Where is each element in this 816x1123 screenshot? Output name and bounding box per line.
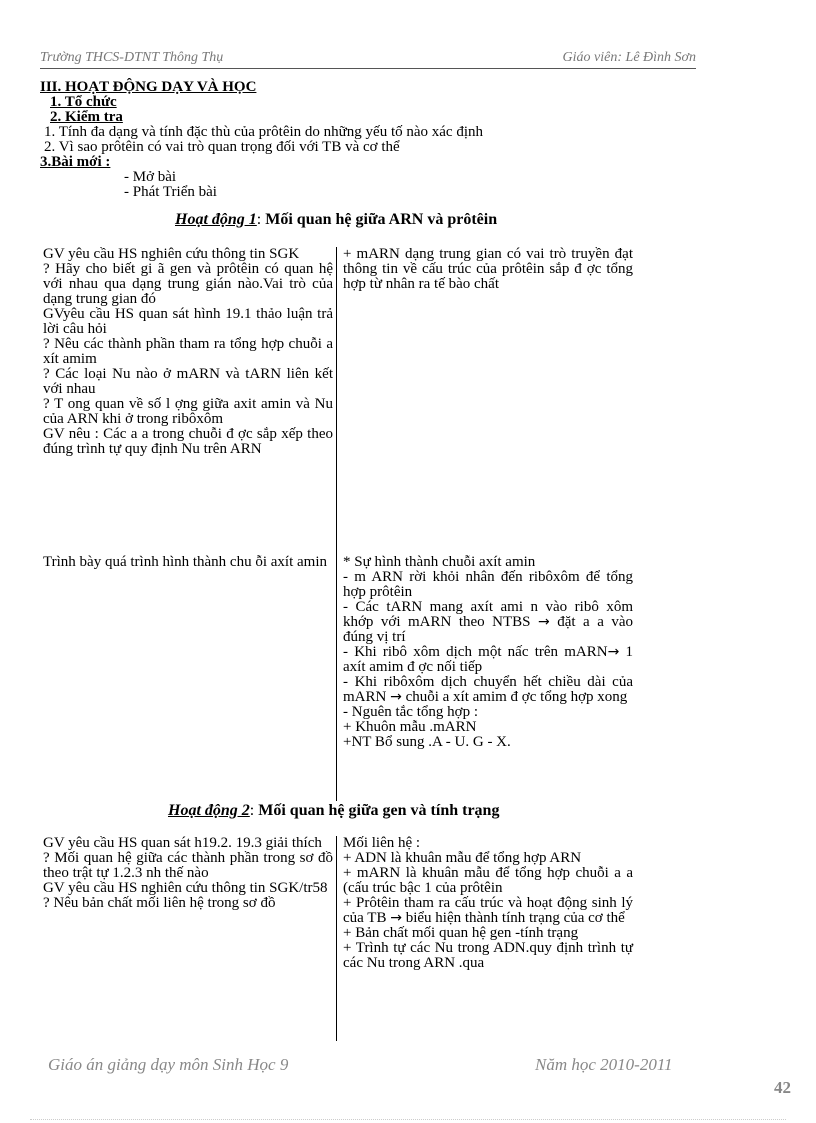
page-bottom-divider (30, 1119, 786, 1120)
item-new-lesson: 3.Bài mới : (40, 154, 111, 170)
footer-subject: Giáo án giảng dạy môn Sinh Học 9 (48, 1055, 289, 1074)
page-header (40, 50, 696, 69)
teacher-name: Giáo viên: Lê Đình Sơn (562, 50, 696, 65)
list-item: ? Hãy cho biết gi ã gen và prôtêin có quan hệ với nhau qua dạng trung gián nào.Vai trò của dạng trung gian đó (43, 261, 333, 307)
list-item: Trình bày quá trình hình thành chu ỗi axít amin (43, 554, 327, 570)
item-organize: 1. Tổ chức (50, 94, 117, 110)
list-item: GVyêu cầu HS quan sát hình 19.1 thảo luận trả lời câu hỏi (43, 306, 333, 337)
list-item: ? Nêu các thành phần tham ra tổng hợp chuỗi a xít amim (43, 336, 333, 367)
table-row (40, 555, 636, 801)
activity-2-number: Hoạt động 2 (168, 802, 250, 819)
teacher-column-cell (40, 247, 337, 555)
list-item: - Nguên tắc tổng hợp : (343, 704, 478, 720)
table-row (40, 836, 636, 1041)
list-item: + Khuôn mẫu .mARN (343, 719, 477, 735)
activity-1-title: Mối quan hệ giữa ARN và prôtêin (265, 211, 498, 228)
arrow-right-icon: → (390, 689, 402, 705)
activity-2-table (40, 836, 636, 1041)
list-item: - Các tARN mang axít ami n vào ribô xôm khớp với mARN theo NTBS → đặt a a vào đúng vị trí (343, 599, 634, 645)
list-item: GV yêu cầu HS quan sát h19.2. 19.3 giải thích (43, 835, 322, 851)
item-check: 2. Kiểm tra (50, 109, 123, 125)
list-item: ? T ong quan về số l ợng giữa axit amin và Nu của ARN khi ở trong ribôxôm (43, 396, 333, 427)
activity-2-heading: Hoạt động 2: Mối quan hệ giữa gen và tính trạng (168, 802, 500, 819)
page-number: 42 (774, 1078, 791, 1097)
list-item: - Khi ribô xôm dịch một nấc trên mARN→ 1 axít amim đ ợc nối tiếp (343, 644, 633, 675)
activity-2-title: Mối quan hệ giữa gen và tính trạng (258, 802, 500, 819)
student-column-cell (337, 555, 637, 801)
list-item: + Trình tự các Nu trong ADN.quy định trình tự các Nu trong ARN .qua (343, 940, 633, 971)
list-item: ? Các loại Nu nào ở mARN và tARN liên kết với nhau (43, 366, 333, 397)
footer-school-year: Năm học 2010-2011 (535, 1055, 673, 1074)
section-title: III. HOẠT ĐỘNG DẠY VÀ HỌC (40, 79, 257, 95)
school-name: Trường THCS-DTNT Thông Thụ (40, 50, 224, 65)
lesson-section (40, 80, 700, 200)
list-item: - m ARN rời khỏi nhân đến ribôxôm để tổng hợp prôtêin (343, 569, 633, 600)
list-item: ? Mối quan hệ giữa các thành phần trong sơ đồ theo trật tự 1.2.3 nh thế nào (43, 850, 333, 881)
list-item: GV yêu cầu HS nghiên cứu thông tin SGK/tr58 (43, 880, 328, 896)
student-column-cell (337, 247, 637, 555)
sub-develop: - Phát Triển bài (124, 184, 217, 200)
list-item: * Sự hình thành chuỗi axít amin (343, 554, 536, 570)
teacher-column-cell (40, 836, 337, 1041)
check-question-1: 1. Tính đa dạng và tính đặc thù của prôtêin do những yếu tố nào xác định (44, 124, 483, 140)
sub-intro: - Mở bài (124, 169, 177, 185)
arrow-right-icon: → (390, 910, 402, 926)
list-item: + ADN là khuân mẫu để tổng hợp ARN (343, 850, 582, 866)
table-row (40, 247, 636, 555)
list-item: + mARN là khuân mẫu để tổng hợp chuỗi a a (cấu trúc bậc 1 của prôtêin (343, 865, 633, 896)
list-item: +NT Bổ sung .A - U. G - X. (343, 734, 511, 750)
list-item: + Bản chất mối quan hệ gen -tính trạng (343, 925, 579, 941)
activity-1-heading: Hoạt động 1: Mối quan hệ giữa ARN và prôtêin (175, 211, 498, 228)
list-item: + mARN dạng trung gian có vai trò truyền đạt thông tin về cấu trúc của prôtêin sắp đ ợc tổng hợp từ nhân ra tế bào chất (343, 246, 633, 292)
list-item: Mối liên hệ : (343, 835, 421, 851)
list-item: ? Nêu bản chất mối liên hệ trong sơ đồ (43, 895, 276, 911)
arrow-right-icon: → (538, 614, 550, 630)
student-column-cell (337, 836, 637, 1041)
activity-1-number: Hoạt động 1 (175, 211, 257, 228)
activity-1-table (40, 247, 636, 801)
list-item: - Khi ribôxôm dịch chuyển hết chiều dài của mARN → chuỗi a xít amim đ ợc tổng hợp xong (343, 674, 633, 705)
check-question-2: 2. Vì sao prôtêin có vai trò quan trọng đối với TB và cơ thể (44, 139, 400, 155)
teacher-column-cell (40, 555, 337, 801)
list-item: + Prôtêin tham ra cấu trúc và hoạt động sinh lý của TB → biểu hiện thành tính trạng của cơ thể (343, 895, 633, 926)
list-item: GV yêu cầu HS nghiên cứu thông tin SGK (43, 246, 300, 262)
list-item: GV nêu : Các a a trong chuỗi đ ợc sắp xếp theo đúng trình tự quy định Nu trên ARN (43, 426, 333, 457)
arrow-right-icon: → (607, 644, 620, 660)
